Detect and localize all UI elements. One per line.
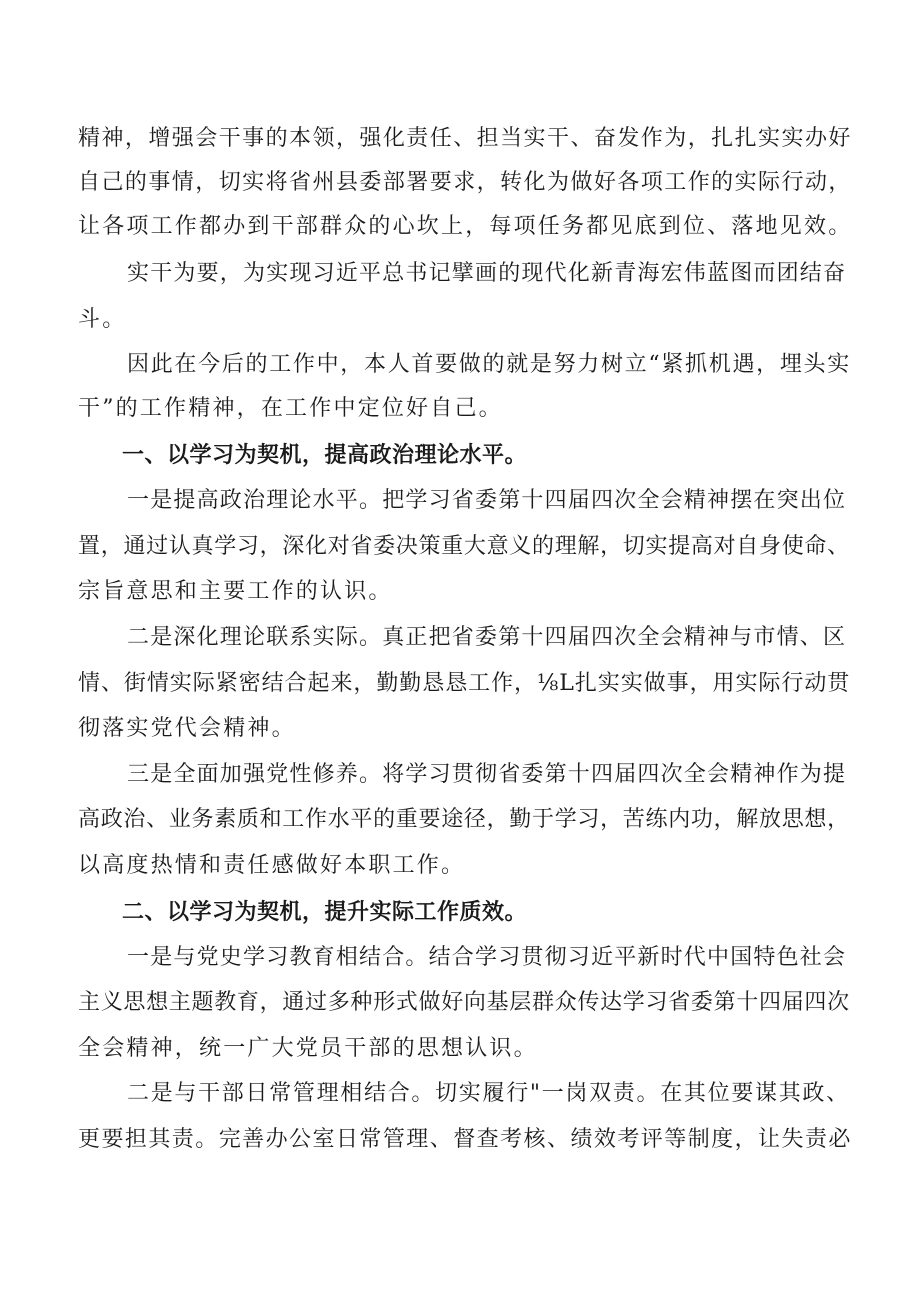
paragraph-line: 斗。 xyxy=(78,307,127,332)
paragraph-line: 高政治、业务素质和工作水平的重要途径，勤于学习，苦练内功，解放思想， xyxy=(78,807,850,832)
paragraph-line: 彻落实党代会精神。 xyxy=(78,716,296,741)
paragraph-line: 二是深化理论联系实际。真正把省委第十四届四次全会精神与市情、区 xyxy=(127,625,847,650)
paragraph-line: 更要担其责。完善办公室日常管理、督查考核、绩效考评等制度，让失责必 xyxy=(78,1127,852,1152)
paragraph-line: 实干为要，为实现习近平总书记擘画的现代化新青海宏伟蓝图而团结奋 xyxy=(127,261,847,286)
section-heading: 一、以学习为契机，提高政治理论水平。 xyxy=(122,443,528,468)
paragraph-line: 置，通过认真学习，深化对省委决策重大意义的理解，切实提高对自身使命、 xyxy=(78,534,850,559)
paragraph-line: 以高度热情和责任感做好本职工作。 xyxy=(78,853,466,878)
paragraph-line: 让各项工作都办到干部群众的心坎上，每项任务都见底到位、落地见效。 xyxy=(78,214,853,239)
paragraph-line: 二是与干部日常管理相结合。切实履行"一岗双责。在其位要谋其政、 xyxy=(127,1081,850,1106)
paragraph-line: 三是全面加强党性修养。将学习贯彻省委第十四届四次全会精神作为提 xyxy=(127,762,847,787)
paragraph-line: 精神，增强会干事的本领，强化责任、担当实干、奋发作为，扎扎实实办好 xyxy=(78,126,852,151)
paragraph-line: 全会精神，统一广大党员干部的思想认识。 xyxy=(78,1036,538,1061)
paragraph-line: 因此在今后的工作中，本人首要做的就是努力树立“紧抓机遇，埋头实 xyxy=(127,352,851,377)
paragraph-line: 主义思想主题教育，通过多种形式做好向基层群众传达学习省委第十四届四次 xyxy=(78,990,850,1015)
paragraph-line: 自己的事情，切实将省州县委部署要求，转化为做好各项工作的实际行动， xyxy=(78,170,852,195)
section-heading: 二、以学习为契机，提升实际工作质效。 xyxy=(122,900,528,925)
paragraph-line: 情、街情实际紧密结合起来，勤勤恳恳工作，⅛L扎实实做事，用实际行动贯 xyxy=(78,671,851,696)
paragraph-line: 宗旨意思和主要工作的认识。 xyxy=(78,579,393,604)
paragraph-line: 一是与党史学习教育相结合。结合学习贯彻习近平新时代中国特色社会 xyxy=(127,945,847,970)
paragraph-line: 干”的工作精神，在工作中定位好自己。 xyxy=(78,396,503,421)
paragraph-line: 一是提高政治理论水平。把学习省委第十四届四次全会精神摆在突出位 xyxy=(127,488,847,513)
